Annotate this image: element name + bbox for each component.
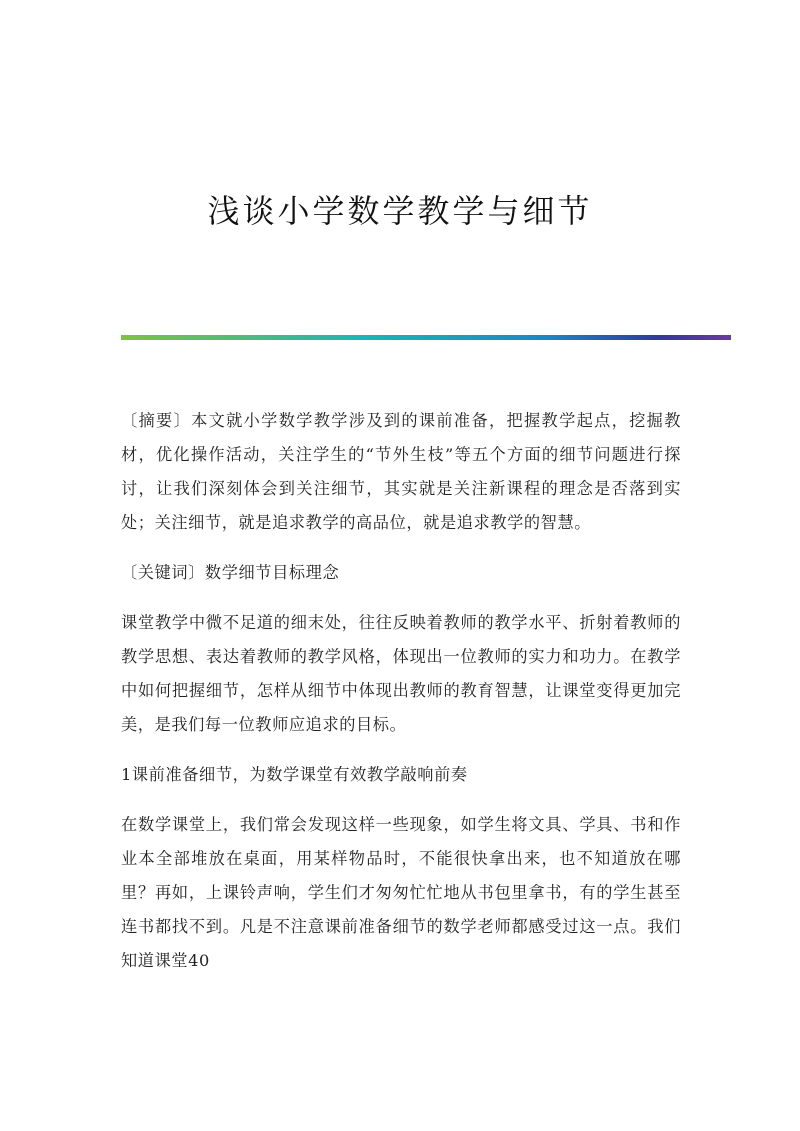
title-divider — [121, 335, 731, 340]
document-body — [121, 404, 681, 994]
section-heading: 1课前准备细节，为数学课堂有效教学敲响前奏 — [121, 765, 468, 784]
abstract-paragraph: 〔摘要〕本文就小学数学教学涉及到的课前准备，把握教学起点，挖掘教材，优化操作活动，关注学生的“节外生枝”等五个方面的细节问题进行探讨，让我们深刻体会到关注细节，其实就是关注新课程的理念是否落到实处；关注细节，就是追求教学的高品位，就是追求教学的智慧。 — [121, 411, 681, 532]
body-paragraph: 在数学课堂上，我们常会发现这样一些现象，如学生将文具、学具、书和作业本全部堆放在桌面，用某样物品时，不能很快拿出来，也不知道放在哪里？再如，上课铃声响，学生们才匆匆忙忙地从书包里拿书，有的学生甚至连书都找不到。凡是不注意课前准备细节的数学老师都感受过这一点。我们知道课堂40 — [121, 815, 681, 970]
document-title: 浅谈小学数学教学与细节 — [207, 192, 593, 230]
intro-paragraph: 课堂教学中微不足道的细末处，往往反映着教师的教学水平、折射着教师的教学思想、表达着教师的教学风格，体现出一位教师的实力和功力。在教学中如何把握细节，怎样从细节中体现出教师的教育智慧，让课堂变得更加完美，是我们每一位教师应追求的目标。 — [121, 613, 681, 734]
keywords-paragraph: 〔关键词〕数学细节目标理念 — [121, 563, 340, 582]
